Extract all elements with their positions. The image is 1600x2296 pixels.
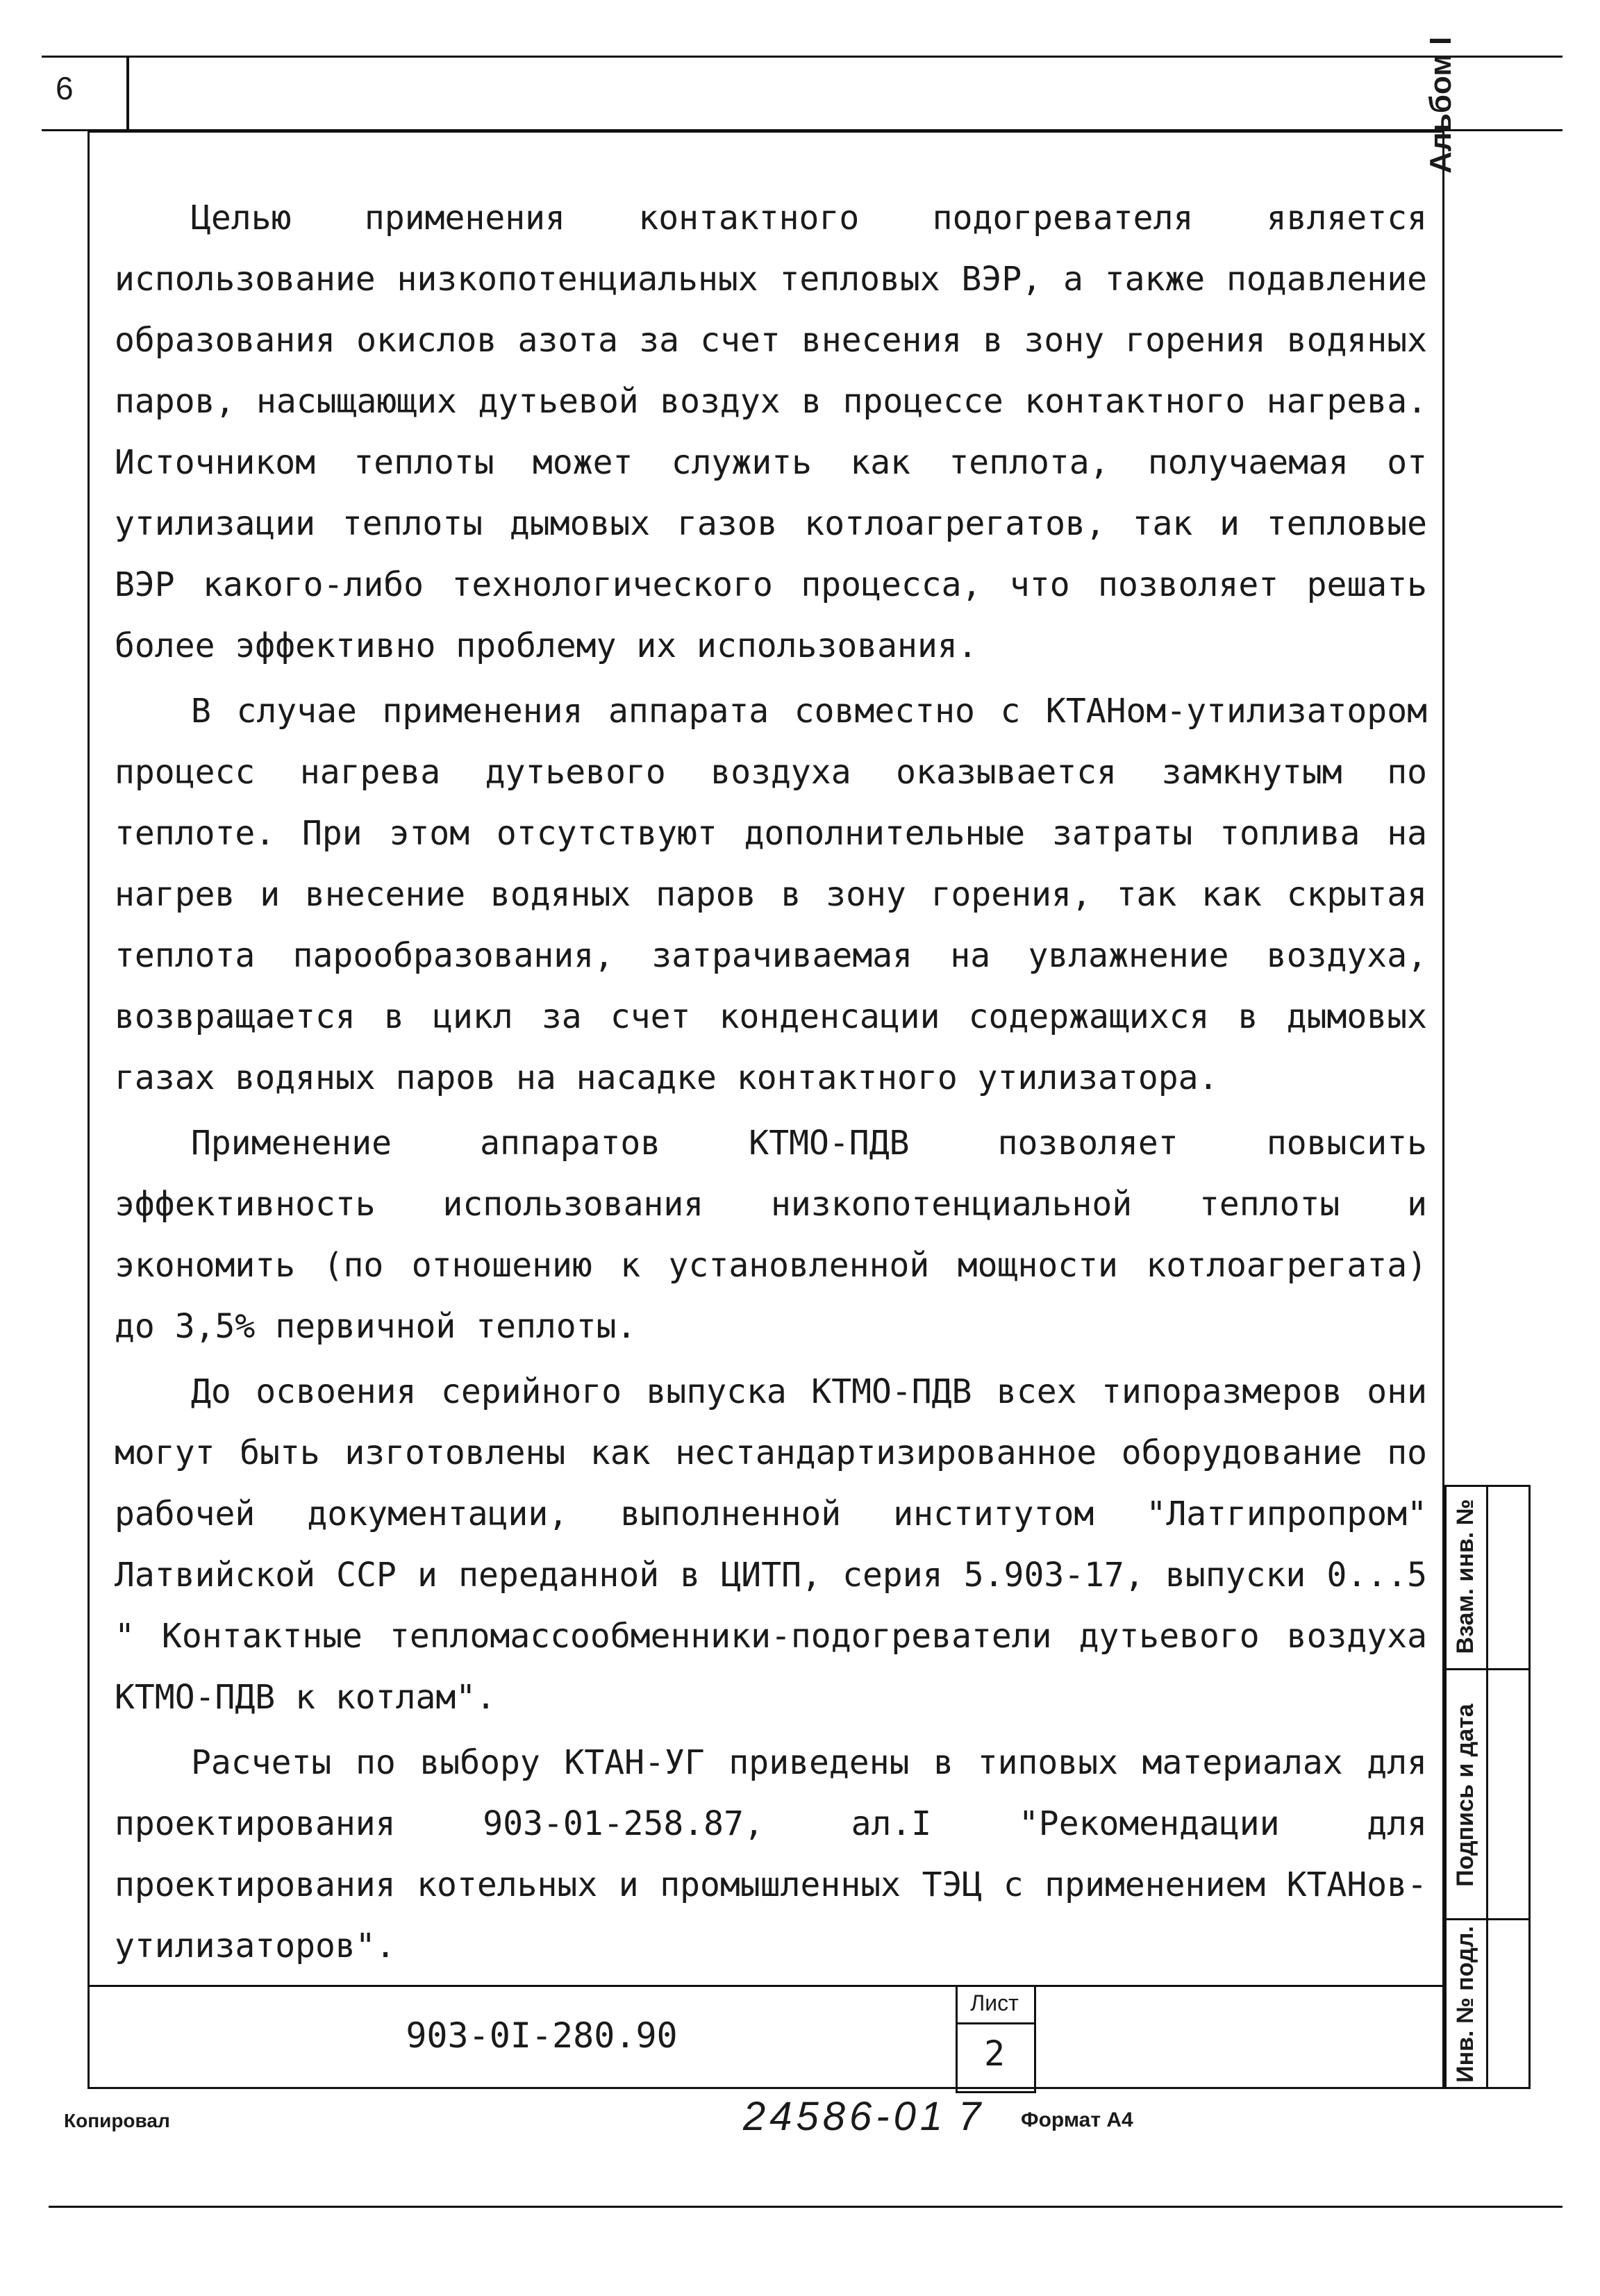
format-label: Формат А4 — [1021, 2108, 1133, 2131]
stamp-label-replaced-inventory: Взам. инв. № — [1452, 1499, 1478, 1654]
sheet-label: Лист — [970, 1990, 1019, 2015]
paragraph: До освоения серийного выпуска КТМО-ПДВ всех типоразмеров они могут быть изготовлены как нестандартизированное оборудование по рабочей документации, выполненной институтом "Латгипропром" Латвийской ССР и переданной в ЦИТП, серия 5.903-17, выпуски 0...5 " Контактные тепломассообменники-подогреватели дутьевого воздуха КТМО-ПДВ к котлам". — [115, 1372, 1427, 1717]
album-label: Альбом I — [1424, 36, 1458, 174]
page-number-box-divider — [126, 56, 129, 132]
sheet-number: 2 — [983, 2033, 1006, 2074]
paragraph: В случае применения аппарата совместно с КТАНом-утилизатором процесс нагрева дутьевого воздуха оказывается замкнутым по теплоте. При этом отсутствуют дополнительные затраты топлива на нагрев и внесение водяных паров в зону горения, так как скрытая теплота парообразования, затрачиваемая на увлажнение воздуха, возвращается в цикл за счет конденсации содержащихся в дымовых газах водяных паров на насадке контактного утилизатора. — [115, 692, 1427, 1097]
title-block-top-line — [88, 1985, 1444, 1987]
document-code: 903-0I-280.90 — [406, 2015, 678, 2056]
body-text — [115, 188, 1427, 1977]
paragraph: Расчеты по выбору КТАН-УГ приведены в типовых материалах для проектирования 903-01-258.87, ал.I "Рекомендации для проектирования котельных и промышленных ТЭЦ с применением КТАНов-утилизаторов". — [115, 1743, 1427, 1965]
stamp-label-signature-date: Подпись и дата — [1452, 1704, 1478, 1887]
paragraph: Целью применения контактного подогревателя является использование низкопотенциальных тепловых ВЭР, а также подавление образования окислов азота за счет внесения в зону горения водяных паров, насыщающих дутьевой воздух в процессе контактного нагрева. Источником теплоты может служить как теплота, получаемая от утилизации теплоты дымовых газов котлоагрегатов, так и тепловые ВЭР какого-либо технологического процесса, что позволяет решать более эффективно проблему их использования. — [115, 199, 1427, 665]
page-number: 6 — [56, 70, 74, 106]
copied-by-label: Копировал — [64, 2110, 170, 2131]
header-top-line — [42, 56, 1562, 58]
archive-number: 24586-01 — [743, 2094, 947, 2139]
stamp-label-original-inventory: Инв. № подл. — [1452, 1926, 1478, 2083]
bottom-edge-line — [49, 2206, 1562, 2208]
paragraph: Применение аппаратов КТМО-ПДВ позволяет повысить эффективность использования низкопотенциальной теплоты и экономить (по отношению к установленной мощности котлоагрегата) до 3,5% первичной теплоты. — [115, 1124, 1427, 1346]
sheet-box-divider — [956, 2022, 1036, 2024]
copy-index: 7 — [958, 2094, 981, 2139]
side-stamp-row-divider — [1444, 1918, 1531, 1920]
side-stamp-column-divider — [1486, 1485, 1488, 2089]
side-stamp-row-divider — [1444, 1668, 1531, 1670]
